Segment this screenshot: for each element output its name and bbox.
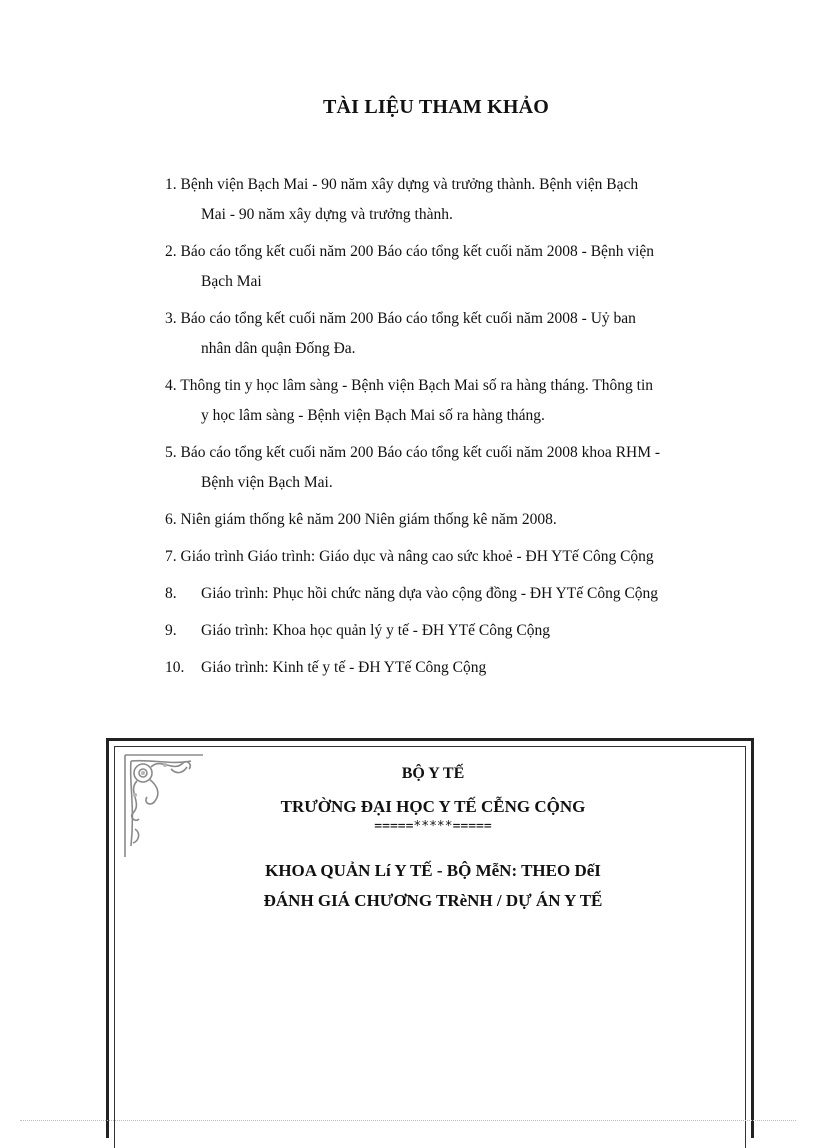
reference-number: 10. [165,659,185,676]
reference-item [165,653,745,683]
reference-text-cont: Bệnh viện Bạch Mai. [201,474,333,491]
reference-text: 3. Báo cáo tổng kết cuối năm 200 Báo cáo tổng kết cuối năm 2008 - Uỷ ban [165,310,636,327]
page-title: TÀI LIỆU THAM KHẢO [322,96,550,118]
reference-item [165,542,745,572]
reference-item [165,237,745,297]
reference-text-cont: y học lâm sàng - Bệnh viện Bạch Mai số ra hàng tháng. [201,407,545,424]
school-name: TRƯỜNG ĐẠI HỌC Y TẾ CỄNG CỘNG [280,797,586,816]
reference-text: 6. Niên giám thống kê năm 200 Niên giám thống kê năm 2008. [165,511,557,528]
department-line-1: KHOA QUẢN Lí Y TẾ - BỘ MễN: THEO DếI [265,861,601,880]
reference-text: 7. Giáo trình Giáo trình: Giáo dục và nâng cao sức khoẻ - ĐH YTế Công Cộng [165,548,654,565]
department-line-2: ĐÁNH GIÁ CHƯƠNG TRèNH / DỰ ÁN Y TẾ [263,891,603,910]
reference-item [165,616,745,646]
reference-text: Giáo trình: Phục hồi chức năng dựa vào cộng đồng - ĐH YTế Công Cộng [201,585,659,602]
reference-number: 8. [165,585,177,602]
reference-text: 2. Báo cáo tổng kết cuối năm 200 Báo cáo tổng kết cuối năm 2008 - Bệnh viện [165,243,654,260]
ministry-name: BỘ Y TẾ [401,765,465,782]
reference-text: Giáo trình: Kinh tế y tế - ĐH YTế Công Cộng [201,659,487,676]
reference-list [165,170,745,690]
reference-text: 4. Thông tin y học lâm sàng - Bệnh viện Bạch Mai số ra hàng tháng. Thông tin [165,377,654,394]
reference-text: 1. Bệnh viện Bạch Mai - 90 năm xây dựng và trưởng thành. Bệnh viện Bạch [165,176,639,193]
reference-text-cont: Bạch Mai [201,273,262,290]
reference-number: 9. [165,622,177,639]
reference-item [165,170,745,230]
reference-item [165,438,745,498]
reference-text-cont: nhân dân quận Đống Đa. [201,340,356,357]
page-bottom-dotted-rule [20,1120,796,1122]
reference-text-cont: Mai - 90 năm xây dựng và trưởng thành. [201,206,453,223]
reference-text: 5. Báo cáo tổng kết cuối năm 200 Báo cáo tổng kết cuối năm 2008 khoa RHM - [165,444,661,461]
reference-item [165,579,745,609]
title-separator: =====*****===== [374,819,492,834]
reference-item [165,304,745,364]
reference-item [165,505,745,535]
reference-item [165,371,745,431]
cover-page-frame [106,738,754,1138]
reference-text: Giáo trình: Khoa học quản lý y tế - ĐH YTế Công Cộng [201,622,550,639]
